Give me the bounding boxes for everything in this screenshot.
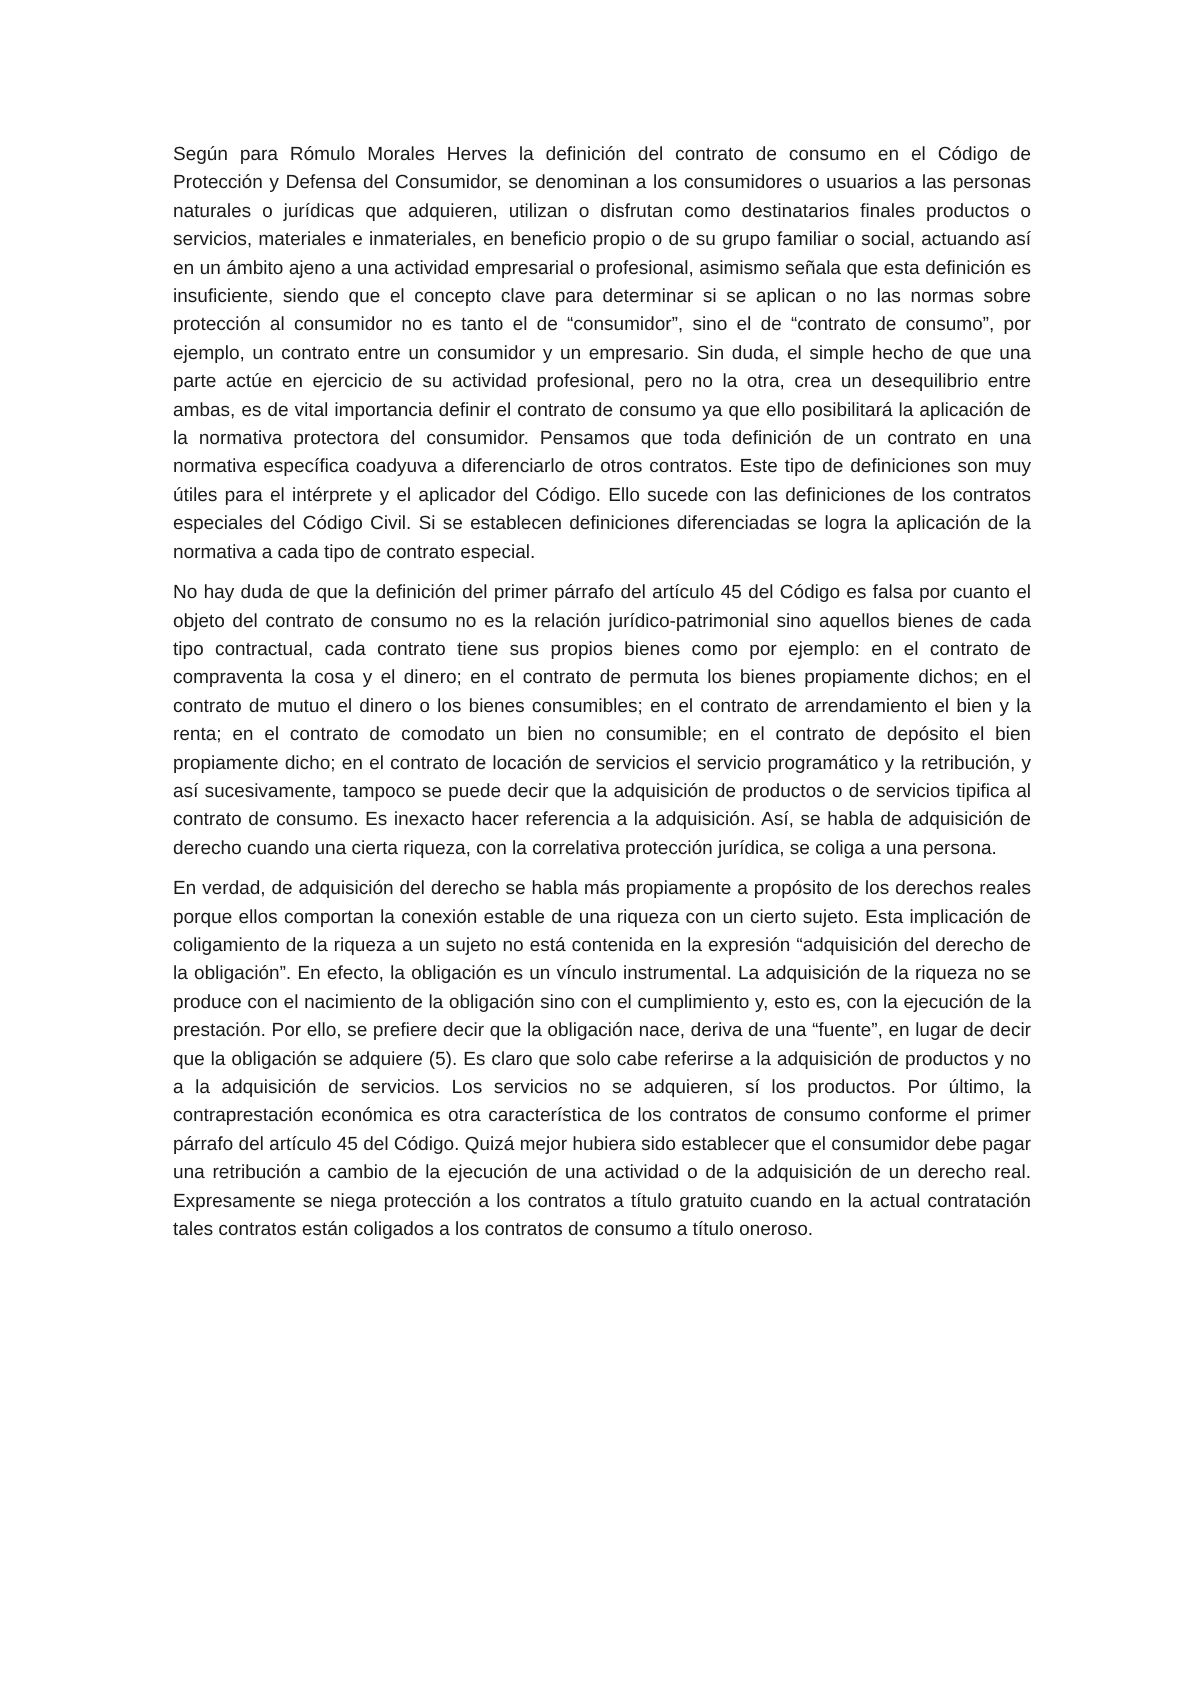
body-text	[173, 141, 1031, 1256]
paragraph-3: En verdad, de adquisición del derecho se habla más propiamente a propósito de los derechos reales porque ellos comportan la conexión estable de una riqueza con un cierto sujeto. Esta implicación de coligamiento de la riqueza a un sujeto no está contenida en la expresión “adquisición del derecho de la obligación”. En efecto, la obligación es un vínculo instrumental. La adquisición de la riqueza no se produce con el nacimiento de la obligación sino con el cumplimiento y, esto es, con la ejecución de la prestación. Por ello, se prefiere decir que la obligación nace, deriva de una “fuente”, en lugar de decir que la obligación se adquiere (5). Es claro que solo cabe referirse a la adquisición de productos y no a la adquisición de servicios. Los servicios no se adquieren, sí los productos. Por último, la contraprestación económica es otra característica de los contratos de consumo conforme el primer párrafo del artículo 45 del Código. Quizá mejor hubiera sido establecer que el consumidor debe pagar una retribución a cambio de la ejecución de una actividad o de la adquisición de un derecho real. Expresamente se niega protección a los contratos a título gratuito cuando en la actual contratación tales contratos están coligados a los contratos de consumo a título oneroso.	[173, 878, 1031, 1241]
paragraph-1: Según para Rómulo Morales Herves la definición del contrato de consumo en el Código de Protección y Defensa del Consumidor, se denominan a los consumidores o usuarios a las personas naturales o jurídicas que adquieren, utilizan o disfrutan como destinatarios finales productos o servicios, materiales e inmateriales, en beneficio propio o de su grupo familiar o social, actuando así en un ámbito ajeno a una actividad empresarial o profesional, asimismo señala que esta definición es insuficiente, siendo que el concepto clave para determinar si se aplican o no las normas sobre protección al consumidor no es tanto el de “consumidor”, sino el de “contrato de consumo”, por ejemplo, un contrato entre un consumidor y un empresario. Sin duda, el simple hecho de que una parte actúe en ejercicio de su actividad profesional, pero no la otra, crea un desequilibrio entre ambas, es de vital importancia definir el contrato de consumo ya que ello posibilitará la aplicación de la normativa protectora del consumidor. Pensamos que toda definición de un contrato en una normativa específica coadyuva a diferenciarlo de otros contratos. Este tipo de definiciones son muy útiles para el intérprete y el aplicador del Código. Ello sucede con las definiciones de los contratos especiales del Código Civil. Si se establecen definiciones diferenciadas se logra la aplicación de la normativa a cada tipo de contrato especial.	[173, 144, 1031, 563]
paragraph-2: No hay duda de que la definición del primer párrafo del artículo 45 del Código es falsa por cuanto el objeto del contrato de consumo no es la relación jurídico-patrimonial sino aquellos bienes de cada tipo contractual, cada contrato tiene sus propios bienes como por ejemplo: en el contrato de compraventa la cosa y el dinero; en el contrato de permuta los bienes propiamente dichos; en el contrato de mutuo el dinero o los bienes consumibles; en el contrato de arrendamiento el bien y la renta; en el contrato de comodato un bien no consumible; en el contrato de depósito el bien propiamente dicho; en el contrato de locación de servicios el servicio programático y la retribución, y así sucesivamente, tampoco se puede decir que la adquisición de productos o de servicios tipifica al contrato de consumo. Es inexacto hacer referencia a la adquisición. Así, se habla de adquisición de derecho cuando una cierta riqueza, con la correlativa protección jurídica, se coliga a una persona.	[173, 582, 1031, 859]
